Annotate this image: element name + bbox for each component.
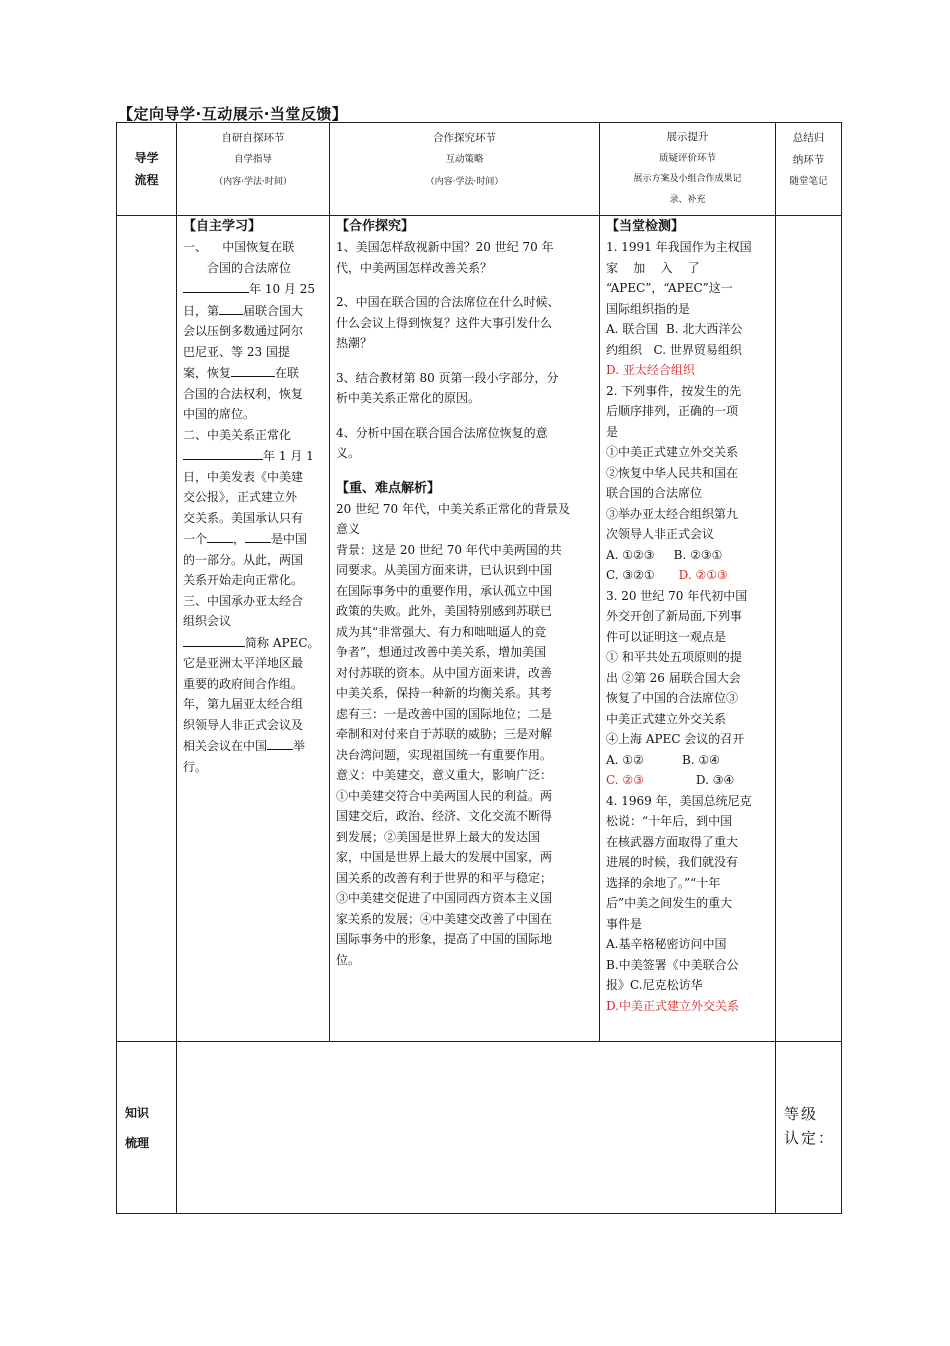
header-self-study — [177, 123, 330, 216]
item2-line-f — [183, 528, 324, 550]
item3-line-d: 它是亚洲太平洋地区最 — [183, 656, 304, 670]
analysis-line-11: 虑有三：一是改善中国的国际地位；二是 — [336, 706, 553, 721]
analysis-line-5: 在国际事务中的重要作用，承认孤立中国 — [336, 583, 553, 598]
blank-session[interactable] — [219, 300, 243, 315]
knowledge-row — [117, 1042, 842, 1214]
analysis-line-18: 家，中国是世界上最大的发展中国家，两 — [336, 850, 553, 864]
test-q4-line-2: 松说：“十年后，到中国 — [606, 814, 733, 828]
item1-line-c — [183, 278, 324, 300]
test-q3-line-5: 出 ②第 26 届联合国大会 — [606, 670, 741, 685]
test-q2-line-7: ③举办亚太经合组织第九 — [606, 506, 739, 521]
coop-q4-line-b: 义。 — [336, 446, 361, 460]
coop-q1-line-b: 代，中美两国怎样改善关系？ — [336, 260, 493, 275]
item1-line-e: 会以压倒多数通过阿尔 — [183, 324, 304, 338]
grade-line2: 认定： — [784, 1129, 836, 1147]
blank-year-2[interactable] — [183, 445, 263, 460]
item1-line-d — [183, 300, 324, 322]
test-heading: 【当堂检测】 — [606, 219, 685, 234]
test-q2-line-1: 2. 下列事件，按发生的先 — [606, 383, 742, 398]
test-q4-line-3: 在核武器方面取得了重大 — [606, 834, 739, 849]
analysis-line-10: 中美关系，保持一种新的均衡关系。其考 — [336, 686, 553, 700]
test-q1-line-5: A. 联合国 B. 北大西洋公 — [606, 322, 743, 336]
item3-line-h-pre: 相关会议在中国 — [183, 739, 268, 753]
item2-line-c: 日，中美发表《中美建 — [183, 469, 304, 484]
item2-line-b-text: 年 1 月 1 — [263, 449, 314, 463]
header-row — [117, 123, 842, 216]
header-summary — [776, 123, 842, 216]
header-cooperation-sub: 互动策略 — [445, 154, 484, 165]
test-q2-line-6: 联合国的合法席位 — [606, 486, 703, 500]
test-q3-line-4: ① 和平共处五项原则的提 — [606, 650, 742, 664]
blank-year-1[interactable] — [183, 278, 249, 293]
analysis-line-1: 20 世纪 70 年代，中美关系正常化的背景及 — [336, 501, 570, 516]
test-q3-line-1: 3. 20 世纪 70 年代初中国 — [606, 588, 748, 603]
test-q1-line-4: 国际组织指的是 — [606, 301, 691, 316]
item2-line-e: 交关系。美国承认只有 — [183, 510, 304, 525]
item3-line-b: 组织会议 — [183, 614, 232, 628]
test-q1-line-1: 1. 1991 年我国作为主权国 — [606, 240, 752, 254]
item1-line-d-pre: 日，第 — [183, 303, 220, 318]
test-q2-line-5: ②恢复中华人民共和国在 — [606, 465, 739, 480]
test-q2-line-2: 后顺序排列，正确的一项 — [606, 404, 739, 418]
knowledge-label-line2: 梳理 — [125, 1135, 150, 1150]
test-q3-option-d: D. ③④ — [695, 773, 735, 787]
analysis-line-2: 意义 — [336, 522, 361, 536]
blank-apec-name[interactable] — [183, 632, 245, 647]
header-cooperation-note: （内容·学法·时间） — [425, 177, 504, 187]
item1-line-g-post: 在联 — [275, 366, 300, 380]
analysis-line-17: 到发展；②美国是世界上最大的发达国 — [336, 829, 541, 844]
header-presentation-title: 展示提升 — [666, 131, 709, 143]
analysis-line-7: 成为其“非常强大、有力和咄咄逼人的竞 — [336, 624, 547, 639]
test-q1-line-3: “APEC”，“APEC”这一 — [606, 281, 733, 295]
test-q4-line-5: 选择的余地了。”“十年 — [606, 875, 721, 890]
analysis-line-14: 意义：中美建交，意义重大，影响广泛： — [336, 768, 553, 782]
analysis-text — [336, 499, 594, 971]
item1-line-f: 巴尼亚、等 23 国提 — [183, 344, 290, 359]
test-question-4 — [606, 791, 770, 996]
coop-q2-line-c: 热潮？ — [336, 336, 373, 350]
knowledge-label — [117, 1042, 177, 1214]
coop-q3-line-b: 析中美关系正常化的原因。 — [336, 391, 481, 405]
cooperation-cell — [330, 216, 600, 1042]
test-q2-option-c: C. ③②① — [606, 568, 655, 582]
test-q4-answer: D.中美正式建立外交关系 — [606, 998, 740, 1013]
test-cell — [600, 216, 776, 1042]
item3-line-e: 重要的政府间合作组。 — [183, 676, 304, 691]
grade-cell — [776, 1042, 842, 1214]
header-presentation-note2: 录、补充 — [669, 195, 706, 205]
test-q3-line-8: ④上海 APEC 会议的召开 — [606, 732, 745, 746]
test-q4-line-4: 进展的时候，我们就没有 — [606, 855, 739, 869]
item2-line-f-pre: 一个 — [183, 532, 208, 546]
flow-label-line2: 流程 — [134, 173, 159, 187]
test-q2-answer: D. ②①③ — [678, 568, 728, 582]
test-q4-line-10: 报》C.尼克松访华 — [606, 978, 703, 992]
test-q2-options-cd — [606, 565, 770, 586]
blank-country[interactable] — [231, 362, 275, 377]
knowledge-label-line1: 知识 — [125, 1105, 150, 1120]
test-q1-answer: D. 亚太经合组织 — [606, 363, 695, 377]
test-q3-line-9: A. ①② B. ①④ — [606, 752, 720, 767]
item3-line-i: 行。 — [183, 759, 208, 774]
test-q3-answer: C. ②③ — [606, 773, 644, 787]
header-presentation-note1: 展示方案及小组合作成果记 — [633, 174, 742, 184]
blank-city[interactable] — [267, 735, 293, 750]
self-study-cell — [177, 216, 330, 1042]
item1-line-g-pre: 案，恢复 — [183, 366, 232, 380]
header-presentation-sub: 质疑评价环节 — [658, 153, 716, 164]
item3-line-a: 三、中国承办亚太经合 — [183, 593, 304, 608]
blank-taiwan[interactable] — [245, 528, 271, 543]
test-q2-line-9: A. ①②③ B. ②③① — [606, 547, 723, 562]
analysis-line-15: ①中美建交符合中美两国人民的利益。两 — [336, 788, 553, 803]
test-question-1 — [606, 237, 770, 360]
header-summary-line3: 随堂笔记 — [789, 176, 828, 187]
analysis-line-12: 牵制和对付来自于苏联的威胁；三是对解 — [336, 727, 553, 741]
item2-line-f-mid: ， — [233, 532, 246, 546]
page-title: 【定向导学·互动展示·当堂反馈】 — [118, 105, 348, 123]
analysis-line-13: 决台湾问题，实现祖国统一有重要作用。 — [336, 747, 553, 762]
test-q4-line-6: 后”中美之间发生的重大 — [606, 896, 733, 910]
self-study-heading: 【自主学习】 — [183, 219, 262, 234]
item1-line-d-post: 届联合国大 — [243, 303, 304, 318]
item2-line-f-post: 是中国 — [271, 532, 308, 546]
header-summary-line2: 纳环节 — [792, 154, 825, 166]
item3-line-h-post: 举 — [293, 739, 306, 753]
header-self-study-sub: 自学指导 — [233, 154, 272, 165]
analysis-line-3: 背景：这是 20 世纪 70 年代中美两国的共 — [336, 542, 562, 557]
test-q2-line-3: 是 — [606, 424, 619, 439]
analysis-line-22: 国际事务中的形象，提高了中国的国际地 — [336, 932, 553, 946]
analysis-line-9: 对付苏联的资本。从中国方面来讲，改善 — [336, 665, 553, 680]
analysis-line-6: 政策的失败。此外，美国特别感到苏联已 — [336, 604, 553, 618]
coop-q3-line-a: 3、结合教材第 80 页第一段小字部分，分 — [336, 370, 559, 385]
test-q4-line-8: A.基辛格秘密访问中国 — [606, 937, 727, 951]
test-q3-line-7: 中美正式建立外交关系 — [606, 711, 727, 726]
analysis-line-21: 家关系的发展；④中美建交改善了中国在 — [336, 911, 553, 926]
analysis-line-20: ③中美建交促进了中国同西方资本主义国 — [336, 891, 553, 905]
analysis-line-19: 国关系的改善有利于世界的和平与稳定； — [336, 870, 553, 885]
coop-q2-line-b: 什么会议上得到恢复？这件大事引发什么 — [336, 315, 553, 330]
header-summary-line1: 总结归 — [792, 132, 825, 144]
analysis-line-23: 位。 — [336, 952, 361, 967]
cooperation-heading: 【合作探究】 — [336, 219, 415, 234]
test-q3-line-2: 外交开创了新局面,下列事 — [606, 609, 742, 623]
header-cooperation — [330, 123, 600, 216]
item2-line-d: 交公报》，正式建立外 — [183, 490, 298, 504]
test-q3-options-cd — [606, 770, 770, 791]
blank-one-china[interactable] — [207, 528, 233, 543]
item1-line-c-text: 年 10 月 25 — [249, 282, 315, 296]
content-row — [117, 216, 842, 1042]
analysis-heading: 【重、难点解析】 — [336, 480, 441, 496]
item2-line-b — [183, 445, 324, 467]
lesson-table — [116, 122, 842, 1214]
test-q4-line-7: 事件是 — [606, 916, 643, 931]
analysis-line-8: 争者”，想通过改善中美关系，增加美国 — [336, 645, 547, 659]
test-q3-line-3: 件可以证明这一观点是 — [606, 629, 727, 644]
test-q1-line-6: 约组织 C. 世界贸易组织 — [606, 342, 742, 357]
item2-line-g: 的一部分。从此，两国 — [183, 552, 304, 567]
flow-empty-cell — [117, 216, 177, 1042]
item2-line-h: 关系开始走向正常化。 — [183, 573, 304, 587]
item3-line-h — [183, 735, 324, 757]
notes-empty-cell — [776, 216, 842, 1042]
knowledge-area[interactable] — [177, 1042, 776, 1214]
flow-label-line1: 导学 — [134, 151, 159, 165]
item1-line-h: 合国的合法权利，恢复 — [183, 386, 304, 401]
test-q4-line-9: B.中美签署《中美联合公 — [606, 957, 739, 972]
test-question-3 — [606, 586, 770, 771]
coop-q4-line-a: 4、分析中国在联合国合法席位恢复的意 — [336, 425, 548, 440]
analysis-line-16: 国建交后，政治、经济、文化交流不断得 — [336, 809, 553, 823]
header-self-study-note: （内容·学法·时间） — [214, 177, 292, 187]
item1-line-g — [183, 362, 324, 384]
item2-line-a: 二、中美关系正常化 — [183, 427, 292, 442]
item3-line-g: 织领导人非正式会议及 — [183, 717, 304, 732]
header-presentation — [600, 123, 776, 216]
test-q4-line-1: 4. 1969 年，美国总统尼克 — [606, 793, 752, 808]
item1-line-i: 中国的席位。 — [183, 407, 256, 421]
analysis-line-4: 同要求。从美国方面来讲，已认识到中国 — [336, 563, 553, 577]
flow-label — [117, 123, 177, 216]
item3-line-f: 年，第九届亚太经合组 — [183, 697, 304, 711]
grade-line1: 等级 — [784, 1105, 819, 1123]
coop-q2-line-a: 2、中国在联合国的合法席位在什么时候、 — [336, 295, 560, 309]
test-q2-line-4: ①中美正式建立外交关系 — [606, 445, 739, 459]
header-cooperation-title: 合作探究环节 — [433, 132, 496, 144]
item3-line-c-text: 简称 APEC。 — [245, 635, 320, 650]
item1-line-a: 一、 中国恢复在联 — [183, 240, 295, 254]
test-q2-line-8: 次领导人非正式会议 — [606, 527, 715, 541]
coop-q1-line-a: 1、美国怎样敌视新中国？20 世纪 70 年 — [336, 240, 554, 254]
item1-line-b: 合国的合法席位 — [207, 260, 292, 275]
header-self-study-title: 自研自探环节 — [221, 132, 285, 144]
item3-line-c — [183, 632, 324, 654]
test-question-2 — [606, 381, 770, 566]
test-q3-line-6: 恢复了中国的合法席位③ — [606, 691, 739, 705]
test-q1-line-2: 家 加 入 了 — [606, 260, 700, 275]
